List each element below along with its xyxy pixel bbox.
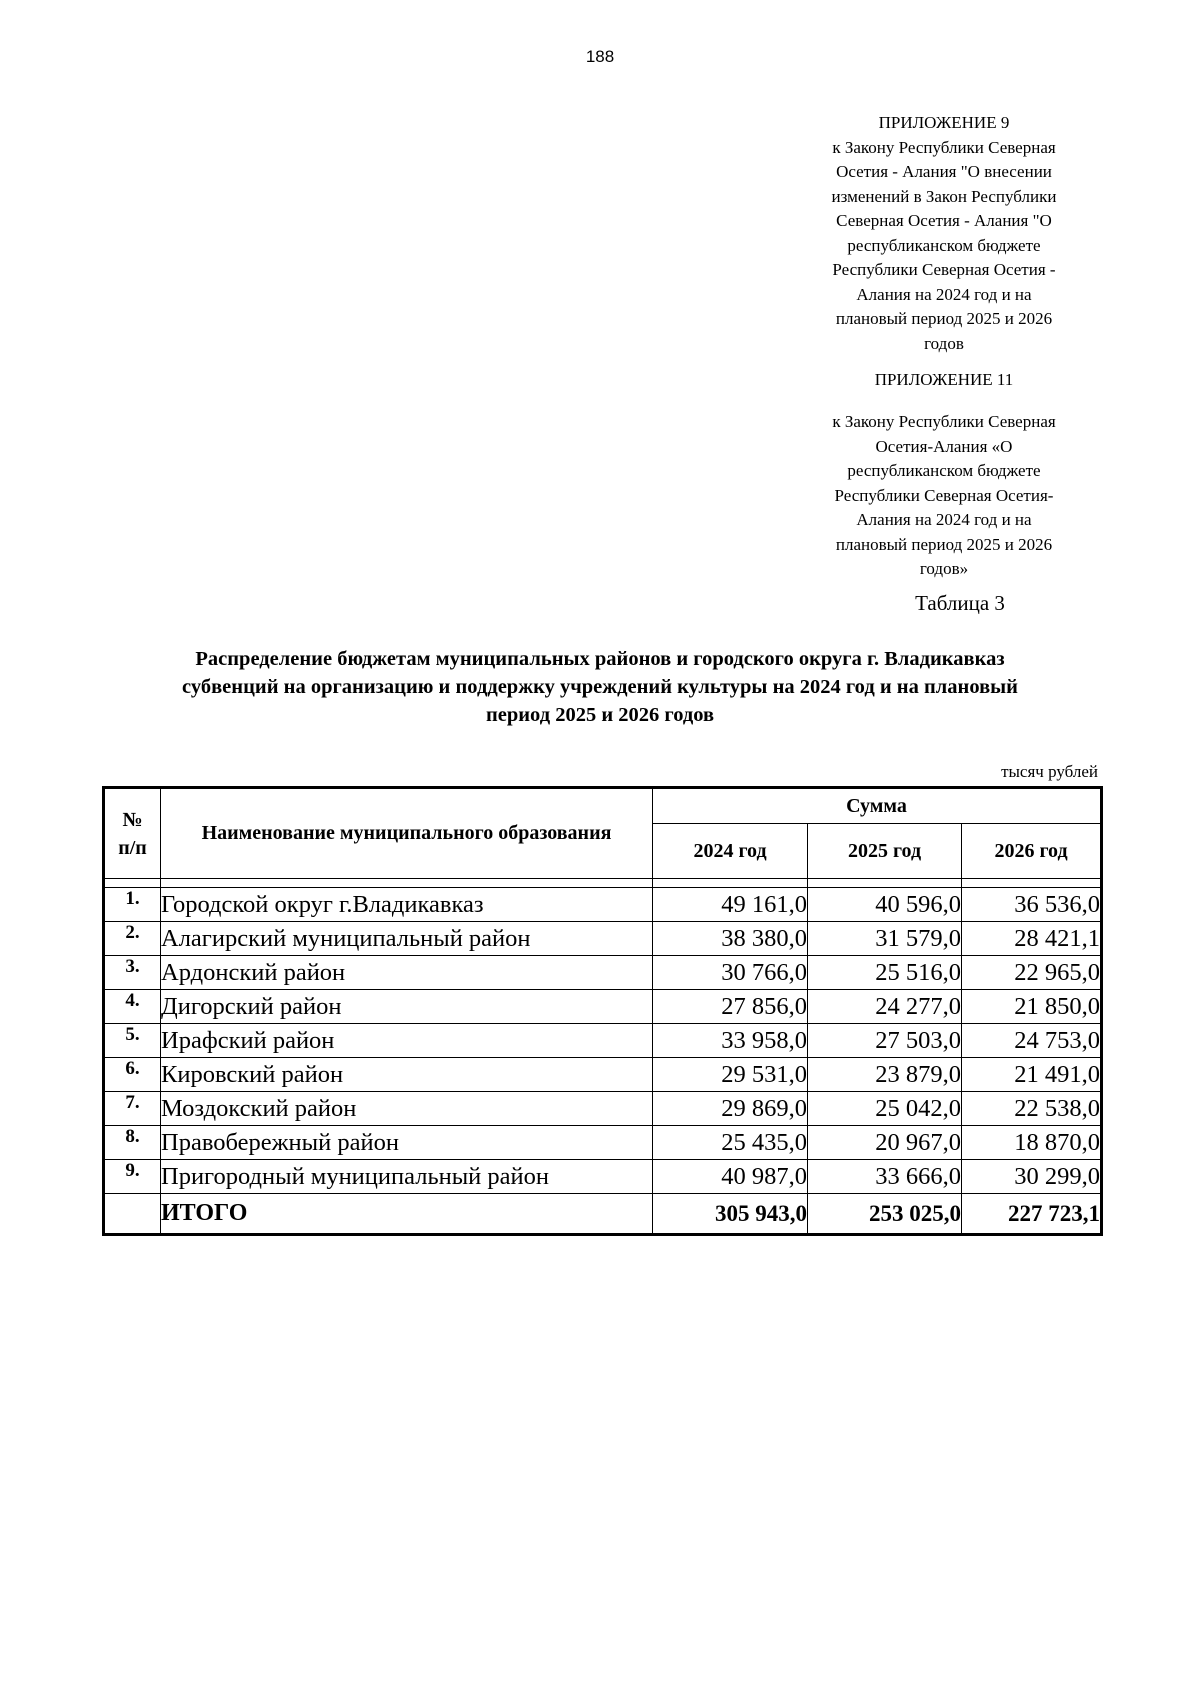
units-label: тысяч рублей xyxy=(1001,762,1098,781)
document-title xyxy=(100,645,1100,729)
row-value-2026: 24 753,0 xyxy=(962,1024,1102,1058)
row-value-2024: 30 766,0 xyxy=(653,956,808,990)
table-row xyxy=(104,956,1102,990)
row-value-2024: 29 531,0 xyxy=(653,1058,808,1092)
table-label: Таблица 3 xyxy=(915,591,1005,615)
appendix-9-line: республиканском бюджете xyxy=(847,235,1041,255)
appendix-9-line: изменений в Закон Республики xyxy=(831,186,1057,206)
row-name: Алагирский муниципальный район xyxy=(161,922,653,956)
row-number: 1. xyxy=(104,888,161,922)
row-name: Правобережный район xyxy=(161,1126,653,1160)
row-value-2026: 36 536,0 xyxy=(962,888,1102,922)
header-number xyxy=(104,788,161,879)
row-value-2025: 40 596,0 xyxy=(808,888,962,922)
row-number: 8. xyxy=(104,1126,161,1160)
appendix-11-line: Осетия-Алания «О xyxy=(875,436,1013,456)
row-name: Кировский район xyxy=(161,1058,653,1092)
header-year-2024: 2024 год xyxy=(653,824,808,879)
header-year-2026: 2026 год xyxy=(962,824,1102,879)
appendix-11-block xyxy=(810,410,1078,582)
row-name: Пригородный муниципальный район xyxy=(161,1160,653,1194)
table-row xyxy=(104,888,1102,922)
row-value-2025: 25 042,0 xyxy=(808,1092,962,1126)
row-value-2026: 28 421,1 xyxy=(962,922,1102,956)
appendix-11-line: республиканском бюджете xyxy=(847,461,1041,480)
total-value-2025: 253 025,0 xyxy=(808,1194,962,1235)
row-value-2026: 30 299,0 xyxy=(962,1160,1102,1194)
row-name: Дигорский район xyxy=(161,990,653,1024)
budget-table xyxy=(102,786,1103,1236)
row-value-2025: 27 503,0 xyxy=(808,1024,962,1058)
appendix-9-line: Северная Осетия - Алания "О xyxy=(836,211,1052,230)
appendix-11-line: годов» xyxy=(919,559,969,578)
title-line: Распределение бюджетам муниципальных районов и городского округа г. Владикавказ xyxy=(195,648,1005,670)
row-value-2026: 21 850,0 xyxy=(962,990,1102,1024)
header-number-abbr: п/п xyxy=(118,836,147,859)
table-row xyxy=(104,922,1102,956)
row-value-2026: 22 965,0 xyxy=(962,956,1102,990)
table-row xyxy=(104,1092,1102,1126)
row-value-2024: 29 869,0 xyxy=(653,1092,808,1126)
row-value-2025: 24 277,0 xyxy=(808,990,962,1024)
row-value-2026: 22 538,0 xyxy=(962,1092,1102,1126)
total-value-2024: 305 943,0 xyxy=(653,1194,808,1235)
row-value-2024: 40 987,0 xyxy=(653,1160,808,1194)
row-number: 5. xyxy=(104,1024,161,1058)
row-value-2024: 49 161,0 xyxy=(653,888,808,922)
appendix-11-line: к Закону Республики Северная xyxy=(832,412,1056,431)
table-row xyxy=(104,1058,1102,1092)
row-value-2026: 18 870,0 xyxy=(962,1126,1102,1160)
header-sum: Сумма xyxy=(653,788,1102,824)
row-value-2024: 27 856,0 xyxy=(653,990,808,1024)
row-number: 9. xyxy=(104,1160,161,1194)
appendix-11-line: Алания на 2024 год и на xyxy=(856,510,1032,529)
header-name: Наименование муниципального образования xyxy=(161,788,653,879)
row-value-2026: 21 491,0 xyxy=(962,1058,1102,1092)
row-value-2024: 33 958,0 xyxy=(653,1024,808,1058)
table-row xyxy=(104,990,1102,1024)
appendix-11-line: плановый период 2025 и 2026 xyxy=(835,534,1053,554)
row-name: Ардонский район xyxy=(161,956,653,990)
appendix-9-title: ПРИЛОЖЕНИЕ 9 xyxy=(878,113,1010,132)
row-name: Городской округ г.Владикавказ xyxy=(161,888,653,922)
total-value-2026: 227 723,1 xyxy=(962,1194,1102,1235)
appendix-9-line: Осетия - Алания "О внесении xyxy=(836,162,1052,181)
title-line: субвенций на организацию и поддержку учреждений культуры на 2024 год и на плановый xyxy=(182,676,1018,698)
total-row xyxy=(104,1194,1102,1235)
header-year-2025: 2025 год xyxy=(808,824,962,879)
row-value-2025: 33 666,0 xyxy=(808,1160,962,1194)
header-number-symbol: № xyxy=(122,808,143,831)
row-number: 3. xyxy=(104,956,161,990)
row-value-2025: 31 579,0 xyxy=(808,922,962,956)
page-number: 188 xyxy=(585,47,615,66)
row-number: 6. xyxy=(104,1058,161,1092)
appendix-9-line: годов xyxy=(924,333,964,353)
table-spacer-row xyxy=(104,879,1102,888)
row-number: 2. xyxy=(104,922,161,956)
row-number: 7. xyxy=(104,1092,161,1126)
appendix-9-line: плановый период 2025 и 2026 xyxy=(835,309,1053,328)
table-row xyxy=(104,1024,1102,1058)
total-label: ИТОГО xyxy=(161,1194,653,1235)
appendix-9-line: Республики Северная Осетия - xyxy=(832,260,1056,279)
row-number: 4. xyxy=(104,990,161,1024)
table-row xyxy=(104,1160,1102,1194)
appendix-9-line: к Закону Республики Северная xyxy=(832,137,1056,157)
row-value-2025: 23 879,0 xyxy=(808,1058,962,1092)
appendix-11-title: ПРИЛОЖЕНИЕ 11 xyxy=(874,370,1014,389)
total-number-cell xyxy=(104,1194,161,1235)
table-row xyxy=(104,1126,1102,1160)
title-line: период 2025 и 2026 годов xyxy=(485,704,715,726)
appendix-9-block xyxy=(810,111,1078,356)
appendix-11-line: Республики Северная Осетия- xyxy=(834,485,1054,505)
row-value-2024: 25 435,0 xyxy=(653,1126,808,1160)
appendix-9-line: Алания на 2024 год и на xyxy=(856,284,1032,304)
row-value-2025: 25 516,0 xyxy=(808,956,962,990)
row-name: Моздокский район xyxy=(161,1092,653,1126)
row-value-2024: 38 380,0 xyxy=(653,922,808,956)
row-name: Ирафский район xyxy=(161,1024,653,1058)
row-value-2025: 20 967,0 xyxy=(808,1126,962,1160)
